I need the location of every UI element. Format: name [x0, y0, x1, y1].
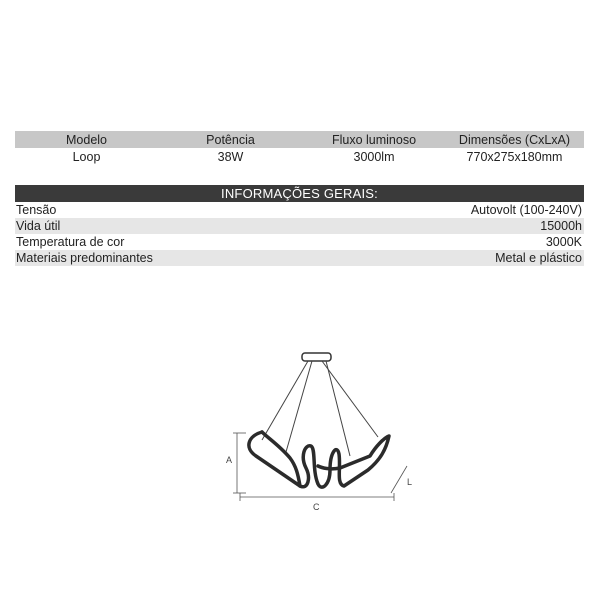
general-info-table: [15, 185, 584, 266]
dim-label-width: C: [313, 502, 320, 512]
general-info-title: INFORMAÇÕES GERAIS:: [15, 185, 584, 202]
info-label: Vida útil: [16, 219, 61, 233]
header-potencia: Potência: [206, 132, 255, 147]
pendant-lamp-drawing: [220, 345, 420, 520]
info-value: 3000K: [545, 235, 582, 249]
ceiling-canopy: [302, 353, 331, 361]
loop-ring: [249, 432, 389, 487]
spec-table: [15, 131, 584, 165]
spec-value-row: [15, 148, 584, 165]
header-modelo: Modelo: [66, 132, 107, 147]
info-value: 15000h: [540, 219, 582, 233]
dim-label-depth: L: [407, 477, 413, 487]
info-label: Temperatura de cor: [16, 235, 125, 249]
value-potencia: 38W: [217, 149, 244, 164]
header-fluxo: Fluxo luminoso: [331, 132, 417, 147]
info-row-materiais: [15, 250, 584, 266]
info-row-vida-util: [15, 218, 584, 234]
info-row-tensao: [15, 202, 584, 218]
value-dimensoes: 770x275x180mm: [466, 149, 563, 164]
value-modelo: Loop: [72, 149, 101, 164]
header-dimensoes: Dimensões (CxLxA): [458, 132, 571, 147]
info-value: Metal e plástico: [495, 251, 582, 265]
info-value: Autovolt (100-240V): [470, 203, 582, 217]
info-label: Tensão: [16, 203, 57, 217]
info-label: Materiais predominantes: [16, 251, 153, 265]
suspension-cables: [262, 361, 378, 456]
info-row-temperatura: [15, 234, 584, 250]
spec-header-row: [15, 131, 584, 148]
value-fluxo: 3000lm: [353, 149, 395, 164]
dim-label-height: A: [226, 455, 233, 465]
